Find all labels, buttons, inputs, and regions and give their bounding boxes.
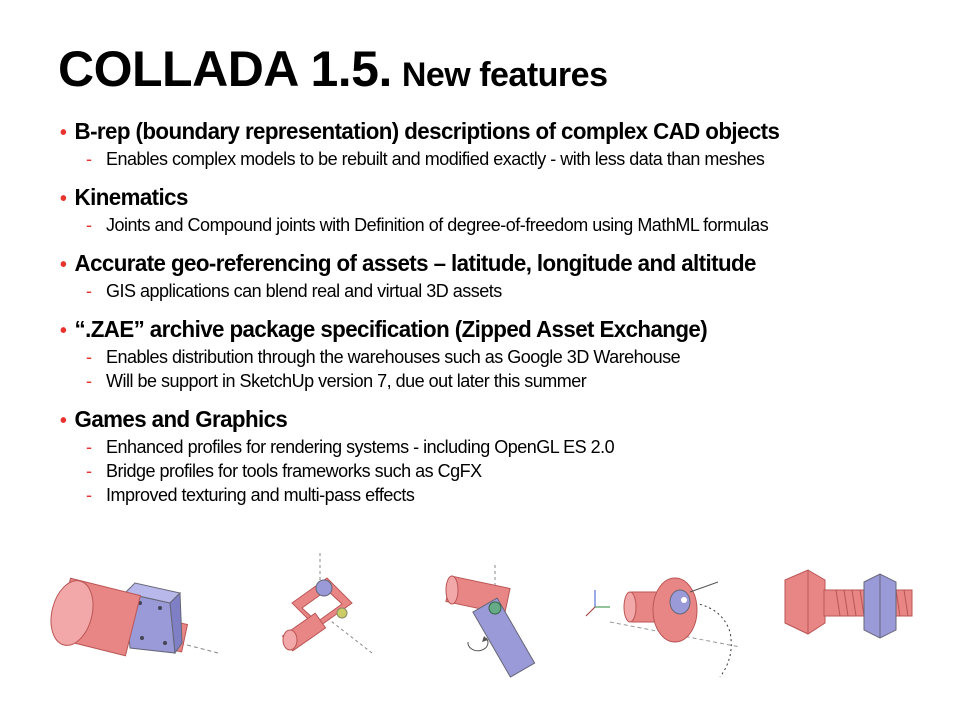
bullet-group [60,250,940,303]
bullet-label: “.ZAE” archive package specification (Zipped Asset Exchange) [74,316,708,342]
bullet-label: Games and Graphics [74,406,288,432]
dash-icon: - [86,149,92,169]
bullet-dot-icon: • [60,410,67,432]
sub-bullet: Will be support in SketchUp version 7, due out later this summer [106,371,587,391]
universal-joint-icon [272,548,382,673]
bullet-dot-icon: • [60,254,67,276]
dash-icon: - [86,437,92,457]
bullet-group [60,184,940,237]
bullet-label: B-rep (boundary representation) descriptions of complex CAD objects [74,118,780,144]
bullet-label: Accurate geo-referencing of assets – latitude, longitude and altitude [74,250,756,276]
dash-icon: - [86,371,92,391]
slide-title [58,40,607,98]
pivot-joint-icon [440,560,560,680]
sub-bullet: Enhanced profiles for rendering systems - including OpenGL ES 2.0 [106,437,615,457]
title-main: COLLADA 1.5. [58,41,392,97]
bullet-group [60,118,940,171]
cad-cylinder-block-icon [40,558,220,678]
cad-illustrations [0,540,960,720]
sub-bullet: Enables distribution through the warehouses such as Google 3D Warehouse [106,347,681,367]
dash-icon: - [86,215,92,235]
bullet-list [60,118,940,520]
title-sub: New features [401,56,608,94]
bullet-group [60,406,940,507]
dash-icon: - [86,461,92,481]
sub-bullet: Improved texturing and multi-pass effects [106,485,415,505]
sub-bullet: GIS applications can blend real and virtual 3D assets [106,281,502,301]
bullet-dot-icon: • [60,188,67,210]
bolt-nut-icon [780,568,915,663]
sub-bullet: Bridge profiles for tools frameworks such as CgFX [106,461,482,481]
dash-icon: - [86,485,92,505]
sub-bullet: Joints and Compound joints with Definition of degree-of-freedom using MathML formulas [106,215,769,235]
sub-bullet: Enables complex models to be rebuilt and modified exactly - with less data than meshes [106,149,765,169]
dash-icon: - [86,281,92,301]
bullet-dot-icon: • [60,122,67,144]
bullet-group [60,316,940,393]
bullet-dot-icon: • [60,320,67,342]
geo-axes-part-icon [580,562,750,682]
dash-icon: - [86,347,92,367]
bullet-label: Kinematics [74,184,188,210]
